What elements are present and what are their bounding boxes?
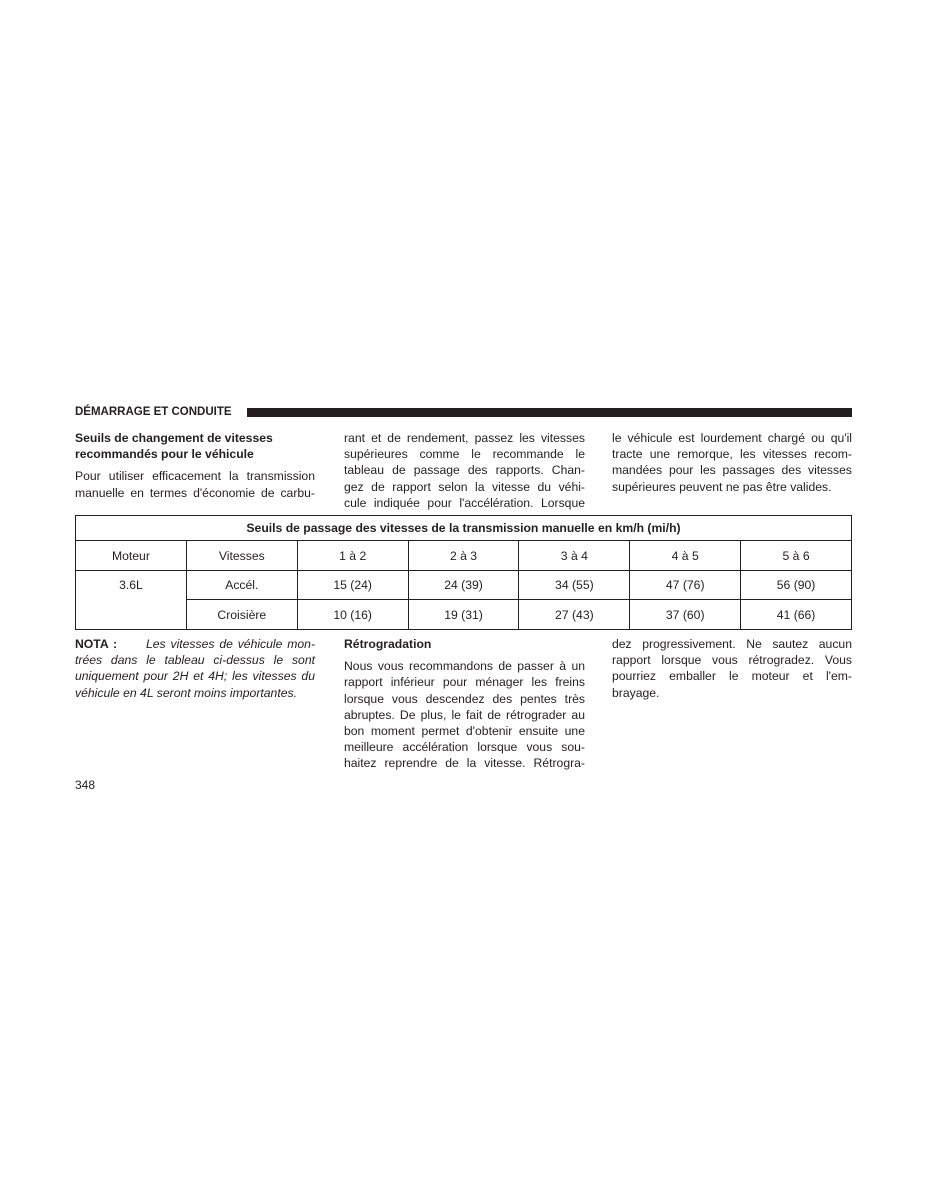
section-header xyxy=(75,404,852,420)
gear-shift-text-line: mandées pour les passages des vitesses xyxy=(612,463,852,478)
row-label-cell: Accél. xyxy=(186,570,297,600)
gear-shift-text-line: tracte une remorque, les vitesses recom- xyxy=(612,447,852,462)
gear-shift-text-line: manuelle en termes d'économie de carbu- xyxy=(75,485,315,500)
downshift-text-line: brayage. xyxy=(612,685,660,700)
table-row xyxy=(76,570,852,600)
row-label-cell: Croisière xyxy=(186,600,297,630)
downshift-text-line: meilleure accélération lorsque vous sou- xyxy=(344,740,585,755)
downshift-text-line: Nous vous recommandons de passer à un xyxy=(344,659,585,674)
gear-shift-heading-line-2: recommandés pour le véhicule xyxy=(75,447,254,462)
gear-shift-heading-line-1: Seuils de changement de vitesses xyxy=(75,431,273,445)
downshift-text-line: pourriez emballer le moteur et l'em- xyxy=(612,669,852,684)
table-cell: 27 (43) xyxy=(519,600,630,630)
table-row xyxy=(76,600,852,630)
table-header-row xyxy=(76,541,852,571)
gear-shift-column-1 xyxy=(75,430,315,501)
downshift-column-3 xyxy=(612,636,852,701)
gear-shift-text-line: gez de rapport selon la vitesse du véhi- xyxy=(344,479,585,494)
table-header-cell: 4 à 5 xyxy=(630,541,741,571)
table-cell: 24 (39) xyxy=(408,570,519,600)
downshift-heading: Rétrogradation xyxy=(344,637,432,651)
downshift-column-2 xyxy=(344,636,585,772)
engine-cell: 3.6L xyxy=(76,570,187,629)
gear-shift-text-line: supérieures comme le recommande le xyxy=(344,447,585,462)
header-rule-bar xyxy=(247,408,852,417)
section-header-title: DÉMARRAGE ET CONDUITE xyxy=(75,406,232,418)
gear-shift-text-line: rant et de rendement, passez les vitesses xyxy=(344,431,585,445)
page-number: 348 xyxy=(75,778,96,792)
downshift-text-line: abruptes. De plus, le fait de rétrograder au xyxy=(344,707,585,722)
nota-text-line: uniquement pour 2H et 4H; les vitesses du xyxy=(75,669,315,684)
table-cell: 47 (76) xyxy=(630,570,741,600)
table-cell: 19 (31) xyxy=(408,600,519,630)
downshift-text-line: bon moment permet d'obtenir ensuite une xyxy=(344,724,585,739)
gear-shift-text-line: cule indiquée pour l'accélération. Lorsque xyxy=(344,495,585,510)
downshift-text-line: rapport inférieur pour ménager les freins xyxy=(344,675,585,690)
downshift-text-line: lorsque vous descendez des pentes très xyxy=(344,691,585,706)
nota-note xyxy=(75,636,315,701)
table-header-cell: 2 à 3 xyxy=(408,541,519,571)
table-header-cell: 3 à 4 xyxy=(519,541,630,571)
table-header-cell: Moteur xyxy=(76,541,187,571)
nota-text-line: trées dans le tableau ci-dessus le sont xyxy=(75,653,315,668)
table-cell: 10 (16) xyxy=(297,600,408,630)
table-title: Seuils de passage des vitesses de la transmission manuelle en km/h (mi/h) xyxy=(76,516,852,541)
table-header-cell: Vitesses xyxy=(186,541,297,571)
table-cell: 34 (55) xyxy=(519,570,630,600)
downshift-text-line: haitez reprendre de la vitesse. Rétrogra- xyxy=(344,756,585,771)
downshift-text-line: rapport lorsque vous rétrogradez. Vous xyxy=(612,653,852,668)
gear-shift-column-3 xyxy=(612,430,852,495)
table-cell: 15 (24) xyxy=(297,570,408,600)
gear-shift-text-line: le véhicule est lourdement chargé ou qu'il xyxy=(612,431,852,445)
table-cell: 37 (60) xyxy=(630,600,741,630)
gear-shift-text-line: Pour utiliser efficacement la transmission xyxy=(75,469,315,484)
shift-points-table xyxy=(75,515,852,630)
gear-shift-text-line: supérieures peuvent ne pas être valides. xyxy=(612,479,832,494)
table-cell: 56 (90) xyxy=(741,570,852,600)
nota-text-line: véhicule en 4L seront moins importantes. xyxy=(75,685,297,700)
table-cell: 41 (66) xyxy=(741,600,852,630)
downshift-text-line: dez progressivement. Ne sautez aucun xyxy=(612,637,852,651)
nota-label: NOTA : xyxy=(75,637,118,651)
gear-shift-column-2 xyxy=(344,430,585,511)
table-header-cell: 1 à 2 xyxy=(297,541,408,571)
gear-shift-text-line: tableau de passage des rapports. Chan- xyxy=(344,463,585,478)
table-header-cell: 5 à 6 xyxy=(741,541,852,571)
nota-first-text: Les vitesses de véhicule mon- xyxy=(146,637,315,651)
nota-first-line xyxy=(75,636,315,652)
